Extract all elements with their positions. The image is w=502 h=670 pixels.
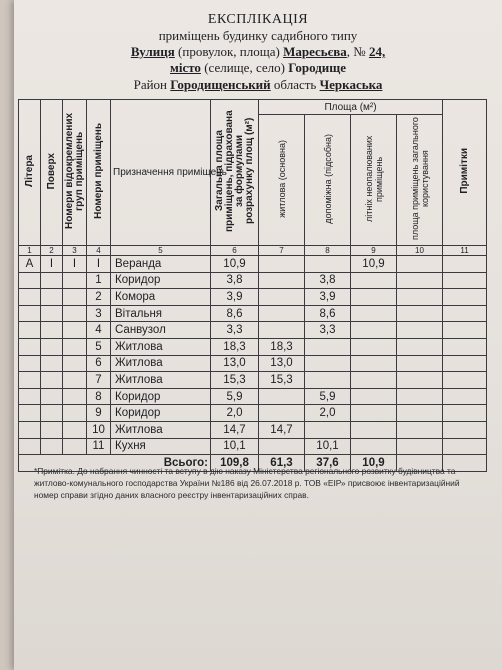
column-number-cell: 9 xyxy=(351,246,397,256)
table-row xyxy=(19,338,487,355)
cell-litera xyxy=(19,305,41,322)
column-number-row xyxy=(19,246,487,256)
cell-room-name: Веранда xyxy=(111,256,211,273)
cell-room-number: I xyxy=(87,256,111,273)
cell-litera xyxy=(19,372,41,389)
cell-room-number: 8 xyxy=(87,388,111,405)
cell-room-number: 11 xyxy=(87,438,111,455)
city-label: місто xyxy=(169,60,201,75)
table-row xyxy=(19,421,487,438)
city-hint: (селище, село) xyxy=(204,60,285,75)
cell-litera xyxy=(19,421,41,438)
cell-total-area: 8,6 xyxy=(211,305,259,322)
cell-group xyxy=(63,338,87,355)
cell-litera xyxy=(19,388,41,405)
district-name: Городищенський xyxy=(170,77,271,92)
cell-note xyxy=(443,372,487,389)
cell-common-area xyxy=(397,405,443,422)
cell-living-area: 14,7 xyxy=(259,421,305,438)
cell-summer-area xyxy=(351,338,397,355)
cell-room-name: Санвузол xyxy=(111,322,211,339)
cell-note xyxy=(443,305,487,322)
cell-common-area xyxy=(397,272,443,289)
cell-total-area: 3,3 xyxy=(211,322,259,339)
cell-litera xyxy=(19,405,41,422)
cell-aux-area xyxy=(305,421,351,438)
cell-summer-area xyxy=(351,289,397,306)
cell-aux-area: 3,9 xyxy=(305,289,351,306)
district-label: Район xyxy=(133,77,168,92)
cell-litera xyxy=(19,338,41,355)
cell-note xyxy=(443,256,487,273)
cell-group xyxy=(63,372,87,389)
region-label: область xyxy=(273,77,317,92)
cell-summer-area xyxy=(351,372,397,389)
cell-living-area xyxy=(259,438,305,455)
cell-total-area: 13,0 xyxy=(211,355,259,372)
cell-common-area xyxy=(397,322,443,339)
cell-living-area: 13,0 xyxy=(259,355,305,372)
cell-aux-area: 5,9 xyxy=(305,388,351,405)
document-subtitle: приміщень будинку садибного типу xyxy=(158,28,358,43)
cell-room-number: 6 xyxy=(87,355,111,372)
cell-room-number: 1 xyxy=(87,272,111,289)
cell-total-area: 2,0 xyxy=(211,405,259,422)
col-header-poverkh: Поверх xyxy=(41,100,63,246)
cell-note xyxy=(443,322,487,339)
street-name: Маресьєва xyxy=(283,44,347,59)
cell-total-area: 10,1 xyxy=(211,438,259,455)
cell-total-area: 3,9 xyxy=(211,289,259,306)
cell-living-area xyxy=(259,272,305,289)
col-header-area-group: Площа (м²) xyxy=(259,100,443,115)
cell-note xyxy=(443,338,487,355)
cell-living-area xyxy=(259,405,305,422)
cell-note xyxy=(443,421,487,438)
cell-room-number: 4 xyxy=(87,322,111,339)
cell-common-area xyxy=(397,256,443,273)
cell-poverkh xyxy=(41,338,63,355)
cell-total-area: 5,9 xyxy=(211,388,259,405)
cell-poverkh xyxy=(41,438,63,455)
total-area-value: 109,8 xyxy=(211,455,259,472)
cell-summer-area xyxy=(351,388,397,405)
column-number-cell: 6 xyxy=(211,246,259,256)
cell-note xyxy=(443,355,487,372)
cell-living-area xyxy=(259,388,305,405)
col-header-auxiliary: допоміжна (підсобна) xyxy=(305,115,351,246)
cell-summer-area xyxy=(351,272,397,289)
cell-room-name: Житлова xyxy=(111,355,211,372)
column-number-cell: 8 xyxy=(305,246,351,256)
region-name: Черкаська xyxy=(319,77,383,92)
column-number-cell: 2 xyxy=(41,246,63,256)
cell-summer-area xyxy=(351,322,397,339)
cell-poverkh xyxy=(41,388,63,405)
cell-aux-area xyxy=(305,372,351,389)
cell-room-name: Коридор xyxy=(111,272,211,289)
cell-litera xyxy=(19,355,41,372)
column-number-cell: 4 xyxy=(87,246,111,256)
cell-litera xyxy=(19,289,41,306)
cell-room-name: Житлова xyxy=(111,372,211,389)
cell-total-area: 15,3 xyxy=(211,372,259,389)
column-number-cell: 5 xyxy=(111,246,211,256)
cell-group xyxy=(63,272,87,289)
cell-aux-area: 2,0 xyxy=(305,405,351,422)
cell-summer-area xyxy=(351,405,397,422)
cell-total-area: 18,3 xyxy=(211,338,259,355)
cell-note xyxy=(443,438,487,455)
cell-summer-area: 10,9 xyxy=(351,256,397,273)
col-header-summer: літніх неопалюваних приміщень xyxy=(351,115,397,246)
number-prefix: , № xyxy=(346,44,366,59)
cell-room-number: 2 xyxy=(87,289,111,306)
address-street-line xyxy=(14,44,502,60)
explication-table xyxy=(18,99,487,472)
cell-total-area: 3,8 xyxy=(211,272,259,289)
cell-common-area xyxy=(397,355,443,372)
cell-living-area xyxy=(259,256,305,273)
cell-aux-area: 8,6 xyxy=(305,305,351,322)
cell-aux-area: 3,3 xyxy=(305,322,351,339)
table-row xyxy=(19,305,487,322)
table-row xyxy=(19,256,487,273)
table-row xyxy=(19,272,487,289)
column-number-cell: 3 xyxy=(63,246,87,256)
cell-litera xyxy=(19,322,41,339)
cell-poverkh xyxy=(41,272,63,289)
cell-summer-area xyxy=(351,305,397,322)
col-header-purpose: Призначення приміщень xyxy=(111,100,211,246)
cell-group xyxy=(63,405,87,422)
cell-poverkh xyxy=(41,322,63,339)
cell-common-area xyxy=(397,289,443,306)
total-living-value: 61,3 xyxy=(259,455,305,472)
cell-room-name: Вітальня xyxy=(111,305,211,322)
cell-summer-area xyxy=(351,355,397,372)
cell-aux-area xyxy=(305,355,351,372)
cell-room-name: Коридор xyxy=(111,405,211,422)
cell-group xyxy=(63,388,87,405)
total-summer-value: 10,9 xyxy=(351,455,397,472)
cell-litera xyxy=(19,438,41,455)
document-title: ЕКСПЛІКАЦІЯ xyxy=(207,12,309,27)
col-header-room-numbers: Номери приміщень xyxy=(87,100,111,246)
cell-group: I xyxy=(63,256,87,273)
cell-poverkh: I xyxy=(41,256,63,273)
cell-room-name: Житлова xyxy=(111,338,211,355)
cell-poverkh xyxy=(41,289,63,306)
cell-common-area xyxy=(397,305,443,322)
cell-common-area xyxy=(397,438,443,455)
cell-summer-area xyxy=(351,421,397,438)
col-header-group-numbers: Номери відокремлених груп приміщень xyxy=(63,100,87,246)
cell-room-number: 3 xyxy=(87,305,111,322)
cell-litera: А xyxy=(19,256,41,273)
cell-poverkh xyxy=(41,372,63,389)
address-city-line xyxy=(14,60,502,76)
cell-poverkh xyxy=(41,421,63,438)
cell-note xyxy=(443,388,487,405)
cell-group xyxy=(63,355,87,372)
cell-aux-area xyxy=(305,338,351,355)
column-number-cell: 7 xyxy=(259,246,305,256)
header-row-top xyxy=(19,100,487,115)
cell-room-number: 7 xyxy=(87,372,111,389)
address-district-line xyxy=(14,77,502,93)
table-row xyxy=(19,372,487,389)
col-header-notes: Примітки xyxy=(443,100,487,246)
col-header-common: площа приміщень загального користування xyxy=(397,115,443,246)
table-row xyxy=(19,388,487,405)
cell-poverkh xyxy=(41,355,63,372)
cell-aux-area: 3,8 xyxy=(305,272,351,289)
cell-litera xyxy=(19,272,41,289)
cell-summer-area xyxy=(351,438,397,455)
table-row xyxy=(19,405,487,422)
col-header-total-area: Загальна площа приміщень, підрахована за формулами розрахунку площ (м²) xyxy=(211,100,259,246)
cell-note xyxy=(443,289,487,306)
cell-total-area: 10,9 xyxy=(211,256,259,273)
cell-group xyxy=(63,421,87,438)
cell-group xyxy=(63,322,87,339)
cell-common-area xyxy=(397,421,443,438)
cell-group xyxy=(63,289,87,306)
cell-room-number: 10 xyxy=(87,421,111,438)
cell-room-number: 9 xyxy=(87,405,111,422)
cell-group xyxy=(63,305,87,322)
cell-living-area xyxy=(259,322,305,339)
cell-common-area xyxy=(397,388,443,405)
col-header-litera: Літера xyxy=(19,100,41,246)
column-number-cell: 1 xyxy=(19,246,41,256)
column-number-cell: 10 xyxy=(397,246,443,256)
cell-living-area xyxy=(259,305,305,322)
cell-room-number: 5 xyxy=(87,338,111,355)
cell-poverkh xyxy=(41,405,63,422)
document-sheet xyxy=(14,0,502,670)
cell-total-area: 14,7 xyxy=(211,421,259,438)
table-row xyxy=(19,322,487,339)
cell-room-name: Кухня xyxy=(111,438,211,455)
cell-aux-area xyxy=(305,256,351,273)
col-header-living: житлова (основна) xyxy=(259,115,305,246)
column-number-cell: 11 xyxy=(443,246,487,256)
cell-common-area xyxy=(397,338,443,355)
table-row xyxy=(19,289,487,306)
street-label: Вулиця xyxy=(130,44,175,59)
house-number: 24, xyxy=(368,44,386,59)
table-row xyxy=(19,355,487,372)
cell-common-area xyxy=(397,372,443,389)
cell-living-area: 15,3 xyxy=(259,372,305,389)
cell-room-name: Комора xyxy=(111,289,211,306)
cell-group xyxy=(63,438,87,455)
cell-note xyxy=(443,405,487,422)
footnote: *Примітка. До набрання чинності та вступу в дію наказу Міністерства регіонального розвитку будівництва та житлово-комунального господарства України №186 від 26.07.2018 р. ТОВ «ЕІР» присвоює інвентаризаційний номер справи згідно даних власного реєстру інвентаризаційних справ. xyxy=(34,466,460,500)
cell-poverkh xyxy=(41,305,63,322)
table-row xyxy=(19,438,487,455)
cell-living-area xyxy=(259,289,305,306)
table-body xyxy=(19,256,487,455)
cell-aux-area: 10,1 xyxy=(305,438,351,455)
cell-room-name: Житлова xyxy=(111,421,211,438)
cell-note xyxy=(443,272,487,289)
cell-living-area: 18,3 xyxy=(259,338,305,355)
street-hint: (провулок, площа) xyxy=(178,44,280,59)
cell-room-name: Коридор xyxy=(111,388,211,405)
total-aux-value: 37,6 xyxy=(305,455,351,472)
city-name: Городище xyxy=(288,60,347,75)
total-label: Всього: xyxy=(19,455,211,472)
